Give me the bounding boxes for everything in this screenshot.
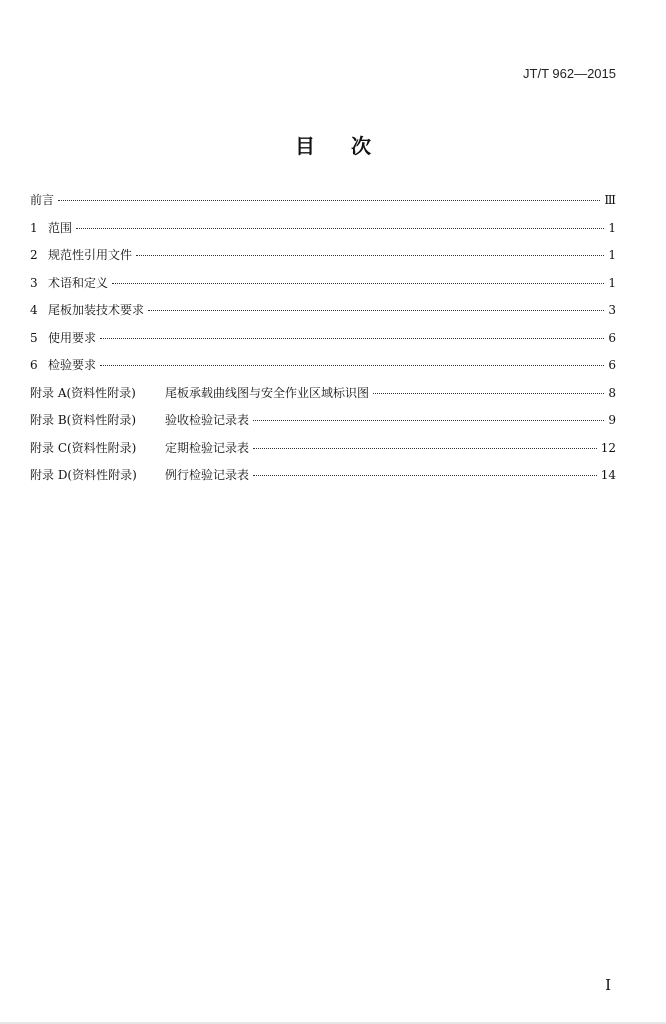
toc-number: 5 <box>30 330 38 345</box>
toc-label: 尾板加装技术要求 <box>48 303 145 317</box>
toc-label: 尾板承载曲线图与安全作业区域标识图 <box>165 385 370 400</box>
toc-label: 定期检验记录表 <box>165 440 250 455</box>
toc-entry-foreword[interactable] <box>30 192 616 220</box>
toc-leader-dots <box>76 228 604 229</box>
toc-number: 3 <box>30 275 38 290</box>
toc-page: 6 <box>608 358 616 372</box>
toc-entry-appendix-b[interactable] <box>30 412 616 440</box>
toc-number: 2 <box>30 248 38 262</box>
toc-label: 前言 <box>30 193 55 207</box>
toc-leader-dots <box>253 475 597 476</box>
toc-entry-tail-lift-requirements[interactable] <box>30 302 616 330</box>
toc-page: Ⅲ <box>604 193 616 207</box>
toc-page: 1 <box>608 275 616 290</box>
toc-entry-usage-requirements[interactable] <box>30 330 616 358</box>
toc-leader-dots <box>100 365 604 366</box>
toc-page: 9 <box>608 413 616 427</box>
toc-label: 例行检验记录表 <box>165 468 250 482</box>
toc-leader-dots <box>148 310 604 311</box>
toc-entry-appendix-a[interactable] <box>30 385 616 413</box>
page-title: 目次 <box>295 134 407 158</box>
standard-code: JT/T 962—2015 <box>523 66 616 81</box>
appendix-prefix: 附录 C(资料性附录) <box>30 440 137 455</box>
toc-leader-dots <box>253 448 597 449</box>
toc-label: 检验要求 <box>48 358 97 372</box>
toc-leader-dots <box>100 338 604 339</box>
toc-number: 1 <box>30 220 38 235</box>
toc-entry-scope[interactable] <box>30 220 616 248</box>
toc-page: 1 <box>608 248 616 262</box>
toc-label: 范围 <box>48 220 73 235</box>
toc-leader-dots <box>112 283 604 284</box>
toc-page: 3 <box>608 303 616 317</box>
toc-page: 8 <box>608 385 616 400</box>
toc-entry-inspection-requirements[interactable] <box>30 357 616 385</box>
toc-leader-dots <box>253 420 604 421</box>
toc-leader-dots <box>58 200 600 201</box>
toc-page: 1 <box>608 220 616 235</box>
toc-entry-normative-references[interactable] <box>30 247 616 275</box>
toc-label: 术语和定义 <box>48 275 109 290</box>
toc-entry-terms-definitions[interactable] <box>30 275 616 303</box>
toc-label: 规范性引用文件 <box>48 248 133 262</box>
toc-number: 6 <box>30 358 38 372</box>
table-of-contents <box>30 192 616 495</box>
toc-leader-dots <box>373 393 604 394</box>
appendix-prefix: 附录 D(资料性附录) <box>30 468 137 482</box>
toc-page: 6 <box>608 330 616 345</box>
appendix-prefix: 附录 B(资料性附录) <box>30 413 136 427</box>
toc-label: 验收检验记录表 <box>165 413 250 427</box>
toc-page: 14 <box>600 468 616 482</box>
toc-entry-appendix-d[interactable] <box>30 467 616 495</box>
appendix-prefix: 附录 A(资料性附录) <box>30 385 136 400</box>
toc-leader-dots <box>136 255 604 256</box>
page-number: I <box>605 976 611 994</box>
toc-page: 12 <box>600 440 616 455</box>
toc-entry-appendix-c[interactable] <box>30 440 616 468</box>
toc-label: 使用要求 <box>48 330 97 345</box>
toc-number: 4 <box>30 303 38 317</box>
